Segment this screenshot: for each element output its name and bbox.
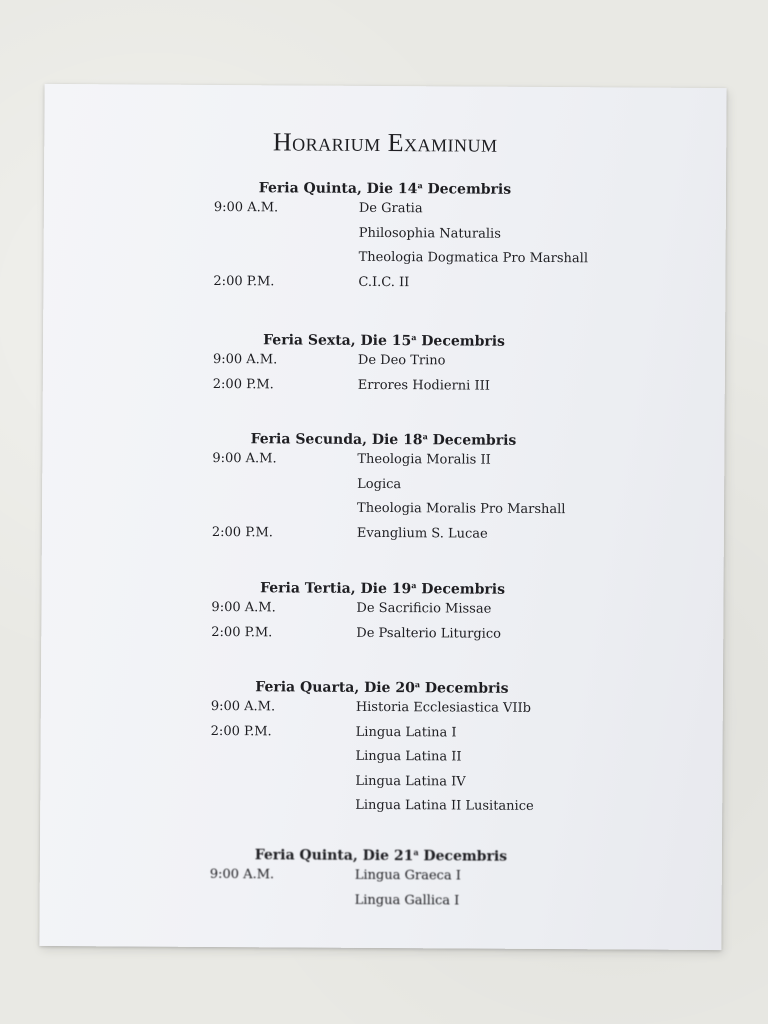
exam-subject: Theologia Dogmatica Pro Marshall — [358, 249, 589, 267]
exam-subject: Lingua Latina II — [355, 748, 462, 765]
day-section — [42, 422, 725, 548]
day-name: Feria Quinta, Die 14 — [258, 180, 418, 198]
day-ordinal: a — [417, 180, 423, 191]
exam-subject: Evanglium S. Lucae — [356, 525, 488, 542]
exam-subject: Errores Hodierni III — [357, 377, 490, 394]
exam-time: 9:00 A.M. — [209, 866, 275, 883]
exam-time: 2:00 P.M. — [210, 723, 272, 739]
day-section — [40, 838, 722, 915]
exam-row — [40, 792, 722, 821]
exam-subject: Lingua Latina II Lusitanice — [355, 797, 534, 814]
day-name: Feria Secunda, Die 18 — [250, 431, 423, 449]
exam-row — [43, 371, 725, 400]
exam-time: 2:00 P.M. — [213, 273, 275, 289]
exam-subject: Lingua Latina I — [355, 724, 457, 740]
exam-time: 9:00 A.M. — [213, 199, 279, 216]
day-ordinal: a — [413, 847, 419, 858]
day-name: Feria Tertia, Die 19 — [260, 580, 412, 598]
exam-time: 2:00 P.M. — [212, 376, 274, 392]
day-name: Feria Quinta, Die 21 — [254, 847, 414, 865]
day-month: Decembris — [416, 581, 506, 598]
exam-time: 9:00 A.M. — [212, 351, 278, 368]
exam-row — [42, 519, 724, 548]
page-title: Horarium Examinum — [272, 127, 498, 158]
day-name: Feria Quarta, Die 20 — [255, 679, 415, 697]
day-ordinal: a — [422, 431, 428, 442]
exam-row — [41, 619, 723, 648]
schedule-paper — [39, 84, 726, 950]
day-section — [41, 571, 723, 648]
exam-time: 9:00 A.M. — [211, 599, 276, 616]
exam-subject: Lingua Graeca I — [354, 867, 461, 884]
exam-subject: Lingua Latina IV — [355, 773, 466, 790]
exam-subject: Philosophia Naturalis — [358, 225, 501, 242]
day-ordinal: a — [414, 679, 421, 690]
exam-time: 2:00 P.M. — [211, 624, 273, 640]
day-month: Decembris — [419, 680, 509, 697]
day-month: Decembris — [422, 181, 512, 198]
day-section — [40, 670, 723, 821]
day-month: Decembris — [416, 333, 506, 350]
day-month: Decembris — [418, 848, 508, 865]
exam-time: 2:00 P.M. — [211, 524, 273, 540]
exam-time: 9:00 A.M. — [212, 450, 277, 467]
exam-subject: Lingua Gallica I — [354, 892, 460, 908]
day-month: Decembris — [427, 432, 517, 449]
exam-row — [40, 886, 722, 915]
exam-subject: Theologia Moralis Pro Marshall — [357, 500, 566, 518]
exam-subject: C.I.C. II — [358, 274, 410, 290]
day-ordinal: a — [411, 580, 417, 591]
day-ordinal: a — [411, 332, 417, 343]
exam-subject: Historia Ecclesiastica VIIb — [355, 699, 532, 716]
exam-subject: De Sacrificio Missae — [356, 600, 492, 617]
day-name: Feria Sexta, Die 15 — [263, 332, 412, 350]
exam-subject: De Deo Trino — [357, 352, 446, 369]
exam-subject: Theologia Moralis II — [357, 451, 491, 468]
day-section — [43, 171, 726, 297]
exam-subject: Logica — [357, 476, 402, 492]
exam-row — [43, 268, 725, 297]
exam-time: 9:00 A.M. — [210, 698, 276, 715]
day-section — [43, 323, 725, 400]
exam-subject: De Gratia — [358, 200, 423, 217]
exam-subject: De Psalterio Liturgico — [356, 625, 502, 642]
